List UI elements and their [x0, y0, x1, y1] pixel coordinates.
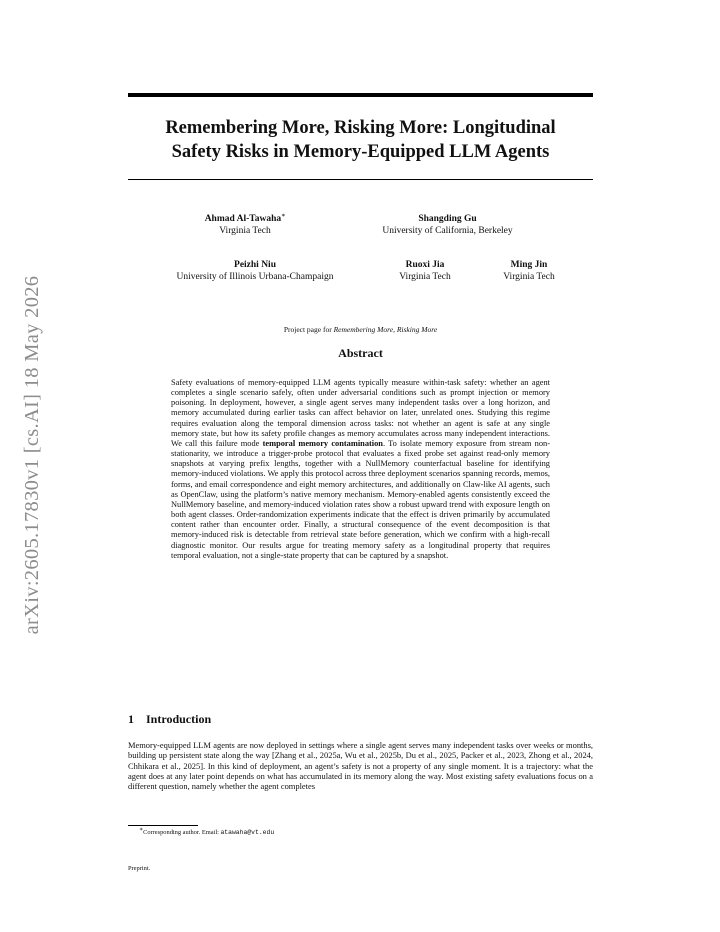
footnote-text: Corresponding author. Email:	[143, 829, 221, 836]
title-line-1: Remembering More, Risking More: Longitudinal	[165, 118, 556, 138]
abstract-key-term: temporal memory contamination	[262, 438, 383, 448]
abstract-body	[171, 378, 550, 561]
author-name: Ruoxi Jia	[405, 260, 445, 270]
title-line-2: Safety Risks in Memory-Equipped LLM Agents	[171, 142, 550, 162]
footnote-rule	[128, 825, 198, 826]
author-block	[185, 214, 305, 237]
section-title: Introduction	[146, 712, 212, 726]
abstract-text-part: . To isolate memory exposure from stream non-stationarity, we introduce a trigger-probe protocol that evaluates a fixed probe set against read-only memory snapshots at varying prefix lengths, together with a NullMemory counterfactual baseline for identifying memory-induced violations. We apply this protocol across three deployment scenarios spanning records, memos, forms, and email correspondence and eight memory architectures, and additionally on Claw-like AI agents, such as OpenClaw, using the platform’s native memory mechanism. Memory-enabled agents consistently exceed the NullMemory baseline, and memory-induced violation rates show a robust upward trend with exposure length on both agent classes. Order-randomization experiments indicate that the effect is driven primarily by accumulated content rather than encounter order. Finally, a structural consequence of the event decomposition is that memory-induced risk is detectable from retrieval state before generation, which we confirm with a high-recall diagnostic monitor. Our results argue for treating memory safety as a longitudinal property that requires temporal evaluation, not a single-state property that can be captured by a snapshot.	[171, 438, 550, 560]
abstract-text-part: Safety evaluations of memory-equipped LLM agents typically measure within-task safety: whether an agent completes a single scenario safely, often under adversarial conditions such as prompt injection or memory poisoning. In deployment, however, a single agent serves many independent tasks over a long horizon, and memory accumulated during earlier tasks can affect behavior on later, unrelated ones. Studying this regime requires evaluation along the temporal dimension across tasks: not whether an agent is safe at any single memory state, but how its safety profile changes as memory accumulates across many independent interactions. We call this failure mode	[171, 378, 550, 448]
arxiv-identifier-stamp: arXiv:2605.17830v1 [cs.AI] 18 May 2026	[21, 275, 43, 635]
author-affiliation: Virginia Tech	[219, 225, 271, 236]
author-block	[380, 260, 470, 283]
author-affiliation: University of California, Berkeley	[382, 225, 513, 236]
title-bottom-rule	[128, 179, 593, 180]
footnote-mark: ∗	[139, 826, 144, 833]
footnote	[128, 826, 593, 836]
preprint-label: Preprint.	[128, 865, 151, 872]
section-heading	[128, 712, 211, 727]
author-block	[484, 260, 574, 283]
project-page-link[interactable]: Remembering More, Risking More	[333, 325, 438, 334]
title-top-rule	[128, 93, 593, 97]
abstract-heading: Abstract	[338, 346, 383, 360]
author-name: Shangding Gu	[418, 214, 477, 224]
section-number: 1	[128, 712, 134, 726]
introduction-paragraph: Memory-equipped LLM agents are now deployed in settings where a single agent serves many independent tasks over weeks or months, building up persistent state along the way [Zhang et al., 2025a, Wu et al., 2025b, Du et al., 2025, Packer et al., 2023, Zhong et al., 2024, Chhikara et al., 2025]. In this kind of deployment, an agent’s safety is not a property of any single moment. It is a trajectory: what the agent does at any later point depends on what has accumulated in its memory along the way. Most existing safety evaluations focus on a different question, namely whether the agent completes	[128, 740, 593, 792]
author-affiliation: University of Illinois Urbana-Champaign	[176, 271, 334, 282]
project-page-note	[128, 325, 593, 334]
author-affiliation: Virginia Tech	[399, 271, 451, 282]
author-block	[355, 214, 540, 237]
author-block	[150, 260, 360, 283]
corresponding-author-mark: ∗	[281, 212, 286, 219]
author-name: Ahmad Al-Tawaha∗	[204, 212, 286, 224]
author-name: Ming Jin	[510, 260, 548, 270]
project-prefix: Project page for	[283, 325, 334, 334]
author-affiliation: Virginia Tech	[503, 271, 555, 282]
paper-title	[128, 116, 593, 164]
author-name: Peizhi Niu	[234, 260, 276, 270]
footnote-email[interactable]: atawaha@vt.edu	[220, 829, 275, 836]
